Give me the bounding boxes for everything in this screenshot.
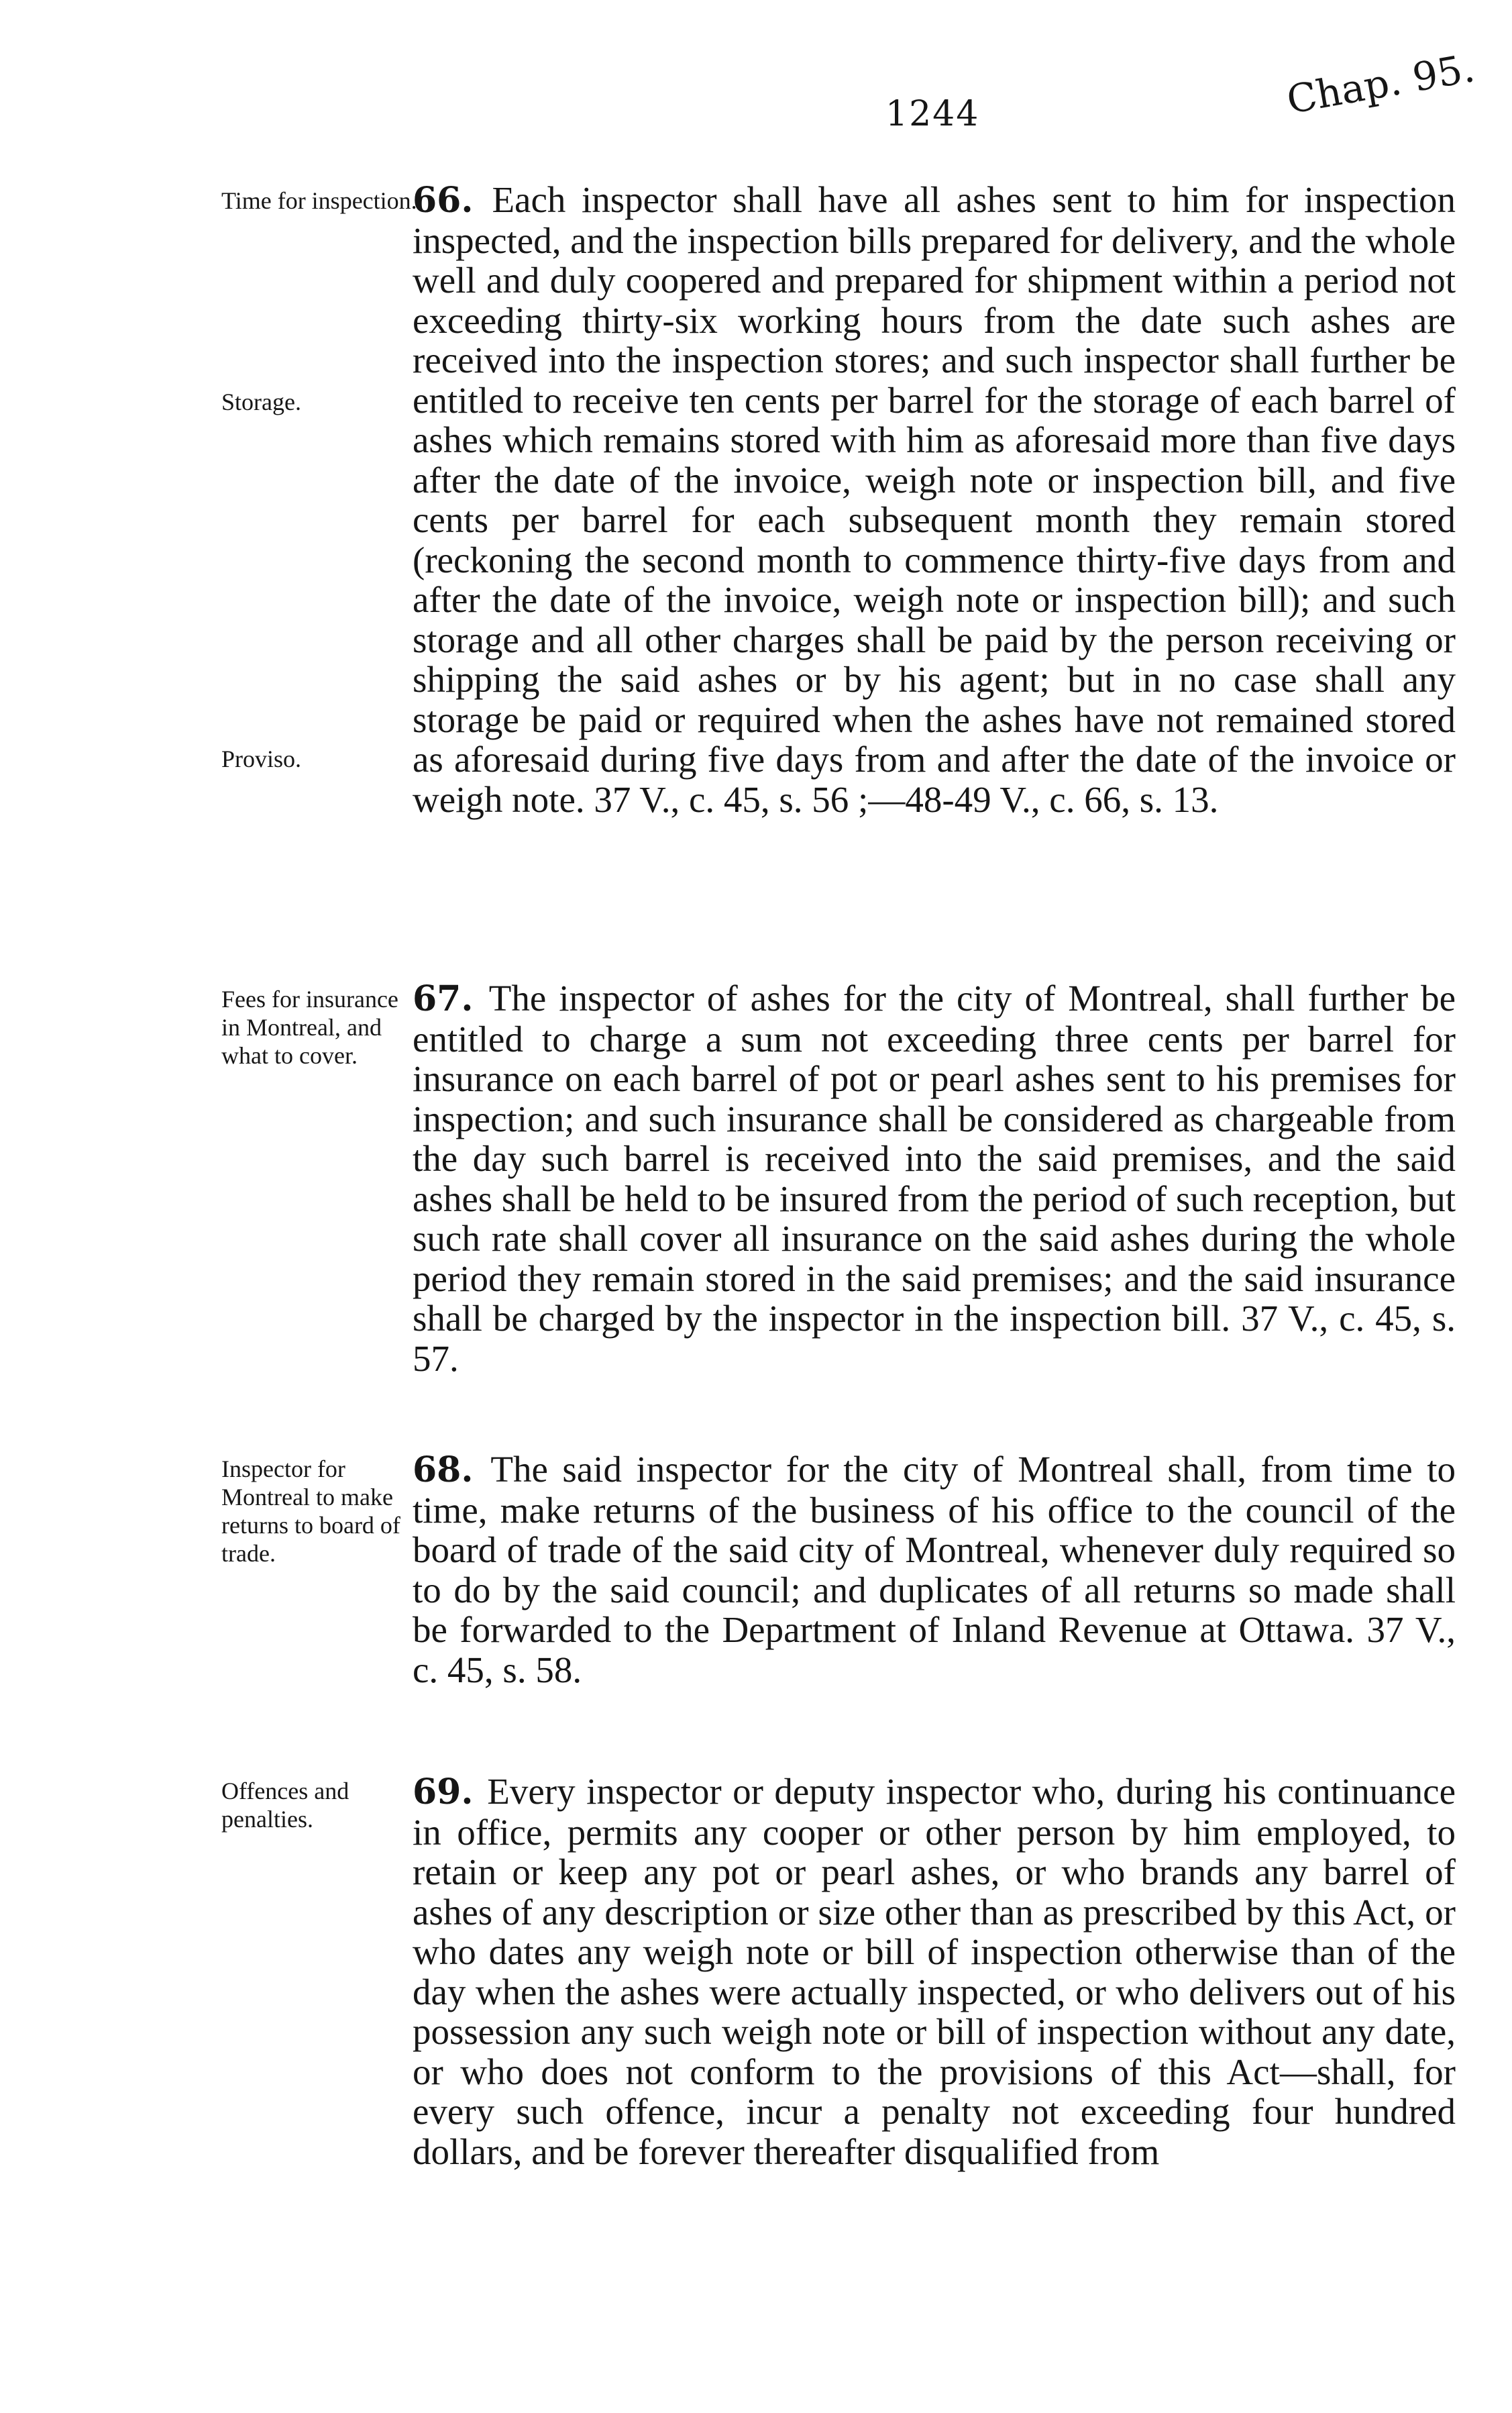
section-69 (413, 1772, 1456, 2171)
section-66 (413, 180, 1456, 819)
section-number: 69. (413, 1772, 488, 1812)
margin-note-fees-for-insurance: Fees for insurance in Montreal, and what to cover. (221, 986, 398, 1069)
section-text: The inspector of ashes for the city of Montreal, shall further be entitled to charge a sum not exceeding three cents per barrel for insurance on each barrel of pot or pearl ashes sent to his premises for inspection; and such insurance shall be considered as chargeable from the day such barrel is received into the said premises, and the said ashes shall be held to be insured from the period of such reception, but such rate shall cover all insurance on the said ashes during the whole period they remain stored in the said premises; and the said insurance shall be charged by the inspector in the inspection bill. 37 V., c. 45, s. 57. (413, 978, 1456, 1379)
section-67 (413, 978, 1456, 1378)
margin-note-proviso: Proviso. (221, 746, 302, 772)
chapter-heading: Chap. 95. (1283, 44, 1478, 123)
section-text: Every inspector or deputy inspector who, during his continuance in office, permits any cooper or other person by him employed, to retain or keep any pot or pearl ashes, or who brands any barrel of ashes of any description or size other than as prescribed by this Act, or who dates any weigh note or bill of inspection otherwise than of the day when the ashes were actually inspected, or who delivers out of his possession any such weigh note or bill of inspection without any date, or who does not conform to the provisions of this Act—shall, for every such offence, incur a penalty not exceeding four hundred dollars, and be forever thereafter disqualified from (413, 1771, 1456, 2172)
page-number: 1244 (885, 94, 980, 134)
margin-note-time-for-inspection: Time for inspection. (221, 187, 417, 214)
section-68 (413, 1449, 1456, 1690)
section-number: 68. (413, 1449, 491, 1490)
margin-note-offences-and-penalties: Offences and penalties. (221, 1778, 349, 1833)
section-text: Each inspector shall have all ashes sent to him for inspection inspected, and the inspection bills prepared for delivery, and the whole well and duly coopered and prepared for shipment within a period not exceeding thirty-six working hours from the date such ashes are received into the inspection stores; and such inspector shall further be entitled to receive ten cents per barrel for the storage of each barrel of ashes which remains stored with him as aforesaid more than five days after the date of the invoice, weigh note or inspection bill, and five cents per barrel for each subsequent month they remain stored (reckoning the second month to commence thirty-five days from and after the date of the invoice, weigh note or inspection bill); and such storage and all other charges shall be paid by the person receiving or shipping the said ashes or by his agent; but in no case shall any storage be paid or required when the ashes have not remained stored as aforesaid during five days from and after the date of the invoice or weigh note. 37 V., c. 45, s. 56 ;—48-49 V., c. 66, s. 13. (413, 179, 1456, 820)
margin-note-inspector-returns: Inspector for Montreal to make returns to board of trade. (221, 1455, 400, 1567)
margin-note-storage: Storage. (221, 389, 301, 415)
section-number: 66. (413, 180, 492, 221)
section-text: The said inspector for the city of Montreal shall, from time to time, make returns of the business of his office to the council of the board of trade of the said city of Montreal, whenever duly required so to do by the said council; and duplicates of all returns so made shall be forwarded to the Department of Inland Revenue at Ottawa. 37 V., c. 45, s. 58. (413, 1449, 1456, 1690)
section-number: 67. (413, 978, 489, 1019)
